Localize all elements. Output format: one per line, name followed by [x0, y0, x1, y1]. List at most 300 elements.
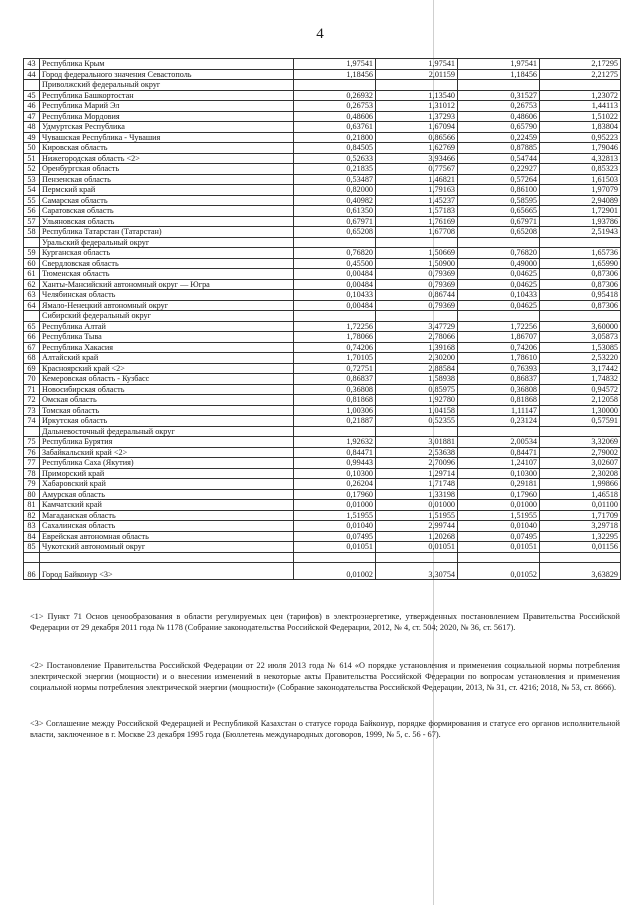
table-row — [24, 153, 621, 164]
region-name: Нижегородская область <2> — [40, 153, 294, 164]
value-col-2: 1,76169 — [376, 216, 458, 227]
value-col-2: 0,86744 — [376, 290, 458, 301]
footnote-2: <2> Постановление Правительства Российской Федерации от 22 июля 2013 года № 614 «О порядке установления и применения социальной нормы потребления электрической энергии (мощности) и о внесении изменений в некоторые акты Правительства Российской Федерации по вопросам установления и применения социальной нормы потребления электрической энергии (мощности)» (Собрание законодательства Российской Федерации, 2013, № 31, ст. 4216; 2018, № 53, ст. 8666). — [30, 661, 620, 692]
region-name: Ямало-Ненецкий автономный округ — [40, 300, 294, 311]
value-col-4: 1,23072 — [540, 90, 621, 101]
row-number: 81 — [24, 500, 40, 511]
table-row — [24, 447, 621, 458]
table-row — [24, 384, 621, 395]
region-name: Пермский край — [40, 185, 294, 196]
empty-cell — [376, 552, 458, 563]
value-col-2: 1,67094 — [376, 122, 458, 133]
value-col-2: 0,86566 — [376, 132, 458, 143]
value-col-4: 2,12058 — [540, 395, 621, 406]
value-col-4: 3,29718 — [540, 521, 621, 532]
value-col-3: 0,10433 — [458, 290, 540, 301]
row-number: 70 — [24, 374, 40, 385]
value-col-4: 2,30208 — [540, 468, 621, 479]
row-number: 73 — [24, 405, 40, 416]
value-col-1: 0,67971 — [294, 216, 376, 227]
row-index-cell — [24, 237, 40, 248]
value-col-1: 0,72751 — [294, 363, 376, 374]
value-col-1: 0,84505 — [294, 143, 376, 154]
value-col-2: 0,79369 — [376, 279, 458, 290]
value-col-3: 0,76393 — [458, 363, 540, 374]
table-row — [24, 279, 621, 290]
value-col-4: 2,21275 — [540, 69, 621, 80]
region-name: Свердловская область — [40, 258, 294, 269]
value-col-1: 0,53487 — [294, 174, 376, 185]
value-col-4: 3,05873 — [540, 332, 621, 343]
table-row — [24, 122, 621, 133]
row-number: 59 — [24, 248, 40, 259]
value-col-1: 0,52633 — [294, 153, 376, 164]
row-number: 51 — [24, 153, 40, 164]
value-col-2: 2,53638 — [376, 447, 458, 458]
value-col-2: 3,47729 — [376, 321, 458, 332]
value-col-3: 0,10300 — [458, 468, 540, 479]
table-row — [24, 489, 621, 500]
value-col-1: 0,07495 — [294, 531, 376, 542]
value-col-4: 1,79046 — [540, 143, 621, 154]
value-col-4: 1,93786 — [540, 216, 621, 227]
value-col-2: 0,52355 — [376, 416, 458, 427]
empty-cell — [376, 311, 458, 322]
value-col-1: 0,01002 — [294, 563, 376, 580]
value-col-1: 0,21887 — [294, 416, 376, 427]
value-col-3: 0,23124 — [458, 416, 540, 427]
value-col-3: 0,04625 — [458, 300, 540, 311]
value-col-1: 0,84471 — [294, 447, 376, 458]
value-col-4: 1,97079 — [540, 185, 621, 196]
value-col-4: 3,32069 — [540, 437, 621, 448]
empty-cell — [540, 237, 621, 248]
value-col-4: 3,17442 — [540, 363, 621, 374]
row-number: 67 — [24, 342, 40, 353]
row-number: 46 — [24, 101, 40, 112]
table-row — [24, 216, 621, 227]
value-col-3: 0,49000 — [458, 258, 540, 269]
spacer-row — [24, 552, 621, 563]
region-name: Иркутская область — [40, 416, 294, 427]
row-number: 50 — [24, 143, 40, 154]
empty-cell — [294, 426, 376, 437]
region-name: Самарская область — [40, 195, 294, 206]
value-col-3: 2,00534 — [458, 437, 540, 448]
value-col-2: 1,39168 — [376, 342, 458, 353]
table-row — [24, 185, 621, 196]
row-number: 63 — [24, 290, 40, 301]
region-name: Курганская область — [40, 248, 294, 259]
value-col-4: 1,44113 — [540, 101, 621, 112]
region-name: Алтайский край — [40, 353, 294, 364]
table-row — [24, 290, 621, 301]
value-col-2: 1,79163 — [376, 185, 458, 196]
table-row — [24, 321, 621, 332]
table-row — [24, 227, 621, 238]
value-col-2: 1,31012 — [376, 101, 458, 112]
empty-cell — [376, 237, 458, 248]
table-row — [24, 405, 621, 416]
value-col-4: 0,57591 — [540, 416, 621, 427]
region-name: Ульяновская область — [40, 216, 294, 227]
value-col-2: 1,62769 — [376, 143, 458, 154]
region-name: Город Байконур <3> — [40, 563, 294, 580]
value-col-1: 0,40982 — [294, 195, 376, 206]
value-col-3: 0,26753 — [458, 101, 540, 112]
region-name: Город федерального значения Севастополь — [40, 69, 294, 80]
row-number: 77 — [24, 458, 40, 469]
value-col-1: 0,82000 — [294, 185, 376, 196]
row-number: 65 — [24, 321, 40, 332]
value-col-4: 1,74832 — [540, 374, 621, 385]
value-col-4: 1,53085 — [540, 342, 621, 353]
value-col-2: 2,70096 — [376, 458, 458, 469]
table-row — [24, 132, 621, 143]
empty-cell — [376, 80, 458, 91]
value-col-1: 0,26204 — [294, 479, 376, 490]
row-number: 85 — [24, 542, 40, 553]
value-col-1: 1,70105 — [294, 353, 376, 364]
region-name: Республика Хакасия — [40, 342, 294, 353]
value-col-3: 1,11147 — [458, 405, 540, 416]
district-name: Сибирский федеральный округ — [40, 311, 294, 322]
row-number: 44 — [24, 69, 40, 80]
value-col-3: 0,07495 — [458, 531, 540, 542]
value-col-3: 1,72256 — [458, 321, 540, 332]
value-col-1: 0,36808 — [294, 384, 376, 395]
value-col-1: 0,21800 — [294, 132, 376, 143]
value-col-2: 0,77567 — [376, 164, 458, 175]
value-col-3: 0,54744 — [458, 153, 540, 164]
value-col-3: 0,22459 — [458, 132, 540, 143]
region-name: Томская область — [40, 405, 294, 416]
row-number: 45 — [24, 90, 40, 101]
value-col-1: 0,00484 — [294, 279, 376, 290]
row-number: 72 — [24, 395, 40, 406]
table-row — [24, 206, 621, 217]
region-name: Республика Саха (Якутия) — [40, 458, 294, 469]
region-name: Камчатский край — [40, 500, 294, 511]
value-col-2: 1,33198 — [376, 489, 458, 500]
value-col-4: 0,01156 — [540, 542, 621, 553]
value-col-2: 1,29714 — [376, 468, 458, 479]
empty-cell — [294, 80, 376, 91]
row-index-cell — [24, 80, 40, 91]
value-col-1: 0,10433 — [294, 290, 376, 301]
district-name: Дальневосточный федеральный округ — [40, 426, 294, 437]
value-col-3: 1,18456 — [458, 69, 540, 80]
value-col-2: 1,71748 — [376, 479, 458, 490]
value-col-1: 0,01051 — [294, 542, 376, 553]
row-index-cell — [24, 426, 40, 437]
value-col-1: 0,74206 — [294, 342, 376, 353]
row-number: 48 — [24, 122, 40, 133]
table-row — [24, 300, 621, 311]
row-number: 57 — [24, 216, 40, 227]
value-col-1: 0,26932 — [294, 90, 376, 101]
table-row — [24, 510, 621, 521]
tariff-coefficients-table — [23, 58, 621, 580]
row-number: 86 — [24, 563, 40, 580]
value-col-1: 1,72256 — [294, 321, 376, 332]
row-index-cell — [24, 311, 40, 322]
row-number: 52 — [24, 164, 40, 175]
value-col-1: 1,00306 — [294, 405, 376, 416]
value-col-4: 0,87306 — [540, 279, 621, 290]
value-col-1: 0,26753 — [294, 101, 376, 112]
value-col-1: 1,97541 — [294, 59, 376, 70]
value-col-1: 0,81868 — [294, 395, 376, 406]
value-col-2: 2,78066 — [376, 332, 458, 343]
value-col-3: 0,86100 — [458, 185, 540, 196]
footnote-1: <1> Пункт 71 Основ ценообразования в области регулируемых цен (тарифов) в электроэнергетике, утвержденных постановлением Правительства Российской Федерации от 29 декабря 2011 года № 1178 (Собрание законодательства Российской Федерации, 2012, № 4, ст. 504; 2020, № 36, ст. 5617). — [30, 612, 620, 632]
row-number: 58 — [24, 227, 40, 238]
value-col-4: 0,85323 — [540, 164, 621, 175]
row-number: 76 — [24, 447, 40, 458]
table-row — [24, 269, 621, 280]
value-col-4: 1,99866 — [540, 479, 621, 490]
region-name: Республика Тыва — [40, 332, 294, 343]
table-row — [24, 479, 621, 490]
region-name: Республика Башкортостан — [40, 90, 294, 101]
value-col-2: 1,20268 — [376, 531, 458, 542]
value-col-2: 1,58938 — [376, 374, 458, 385]
region-name: Тюменская область — [40, 269, 294, 280]
value-col-3: 0,65208 — [458, 227, 540, 238]
value-col-2: 0,01000 — [376, 500, 458, 511]
region-name: Республика Мордовия — [40, 111, 294, 122]
value-col-3: 0,57264 — [458, 174, 540, 185]
table-row — [24, 416, 621, 427]
value-col-1: 0,00484 — [294, 300, 376, 311]
value-col-2: 1,97541 — [376, 59, 458, 70]
region-name: Чукотский автономный округ — [40, 542, 294, 553]
region-name: Республика Татарстан (Татарстан) — [40, 227, 294, 238]
table-row — [24, 90, 621, 101]
row-number: 62 — [24, 279, 40, 290]
value-col-4: 1,61503 — [540, 174, 621, 185]
value-col-3: 0,17960 — [458, 489, 540, 500]
row-number: 54 — [24, 185, 40, 196]
empty-cell — [294, 237, 376, 248]
value-col-4: 0,95418 — [540, 290, 621, 301]
value-col-4: 2,51943 — [540, 227, 621, 238]
empty-cell — [294, 311, 376, 322]
value-col-4: 0,87306 — [540, 269, 621, 280]
row-number: 47 — [24, 111, 40, 122]
value-col-1: 0,01040 — [294, 521, 376, 532]
value-col-1: 0,99443 — [294, 458, 376, 469]
value-col-3: 1,86707 — [458, 332, 540, 343]
table-row — [24, 542, 621, 553]
row-number: 80 — [24, 489, 40, 500]
value-col-4: 1,72901 — [540, 206, 621, 217]
value-col-4: 3,63829 — [540, 563, 621, 580]
row-number: 75 — [24, 437, 40, 448]
value-col-2: 2,99744 — [376, 521, 458, 532]
value-col-1: 1,78066 — [294, 332, 376, 343]
value-col-3: 1,97541 — [458, 59, 540, 70]
value-col-1: 1,51955 — [294, 510, 376, 521]
empty-cell — [540, 552, 621, 563]
empty-cell — [458, 237, 540, 248]
table-row — [24, 374, 621, 385]
region-name: Кемеровская область - Кузбасс — [40, 374, 294, 385]
value-col-4: 1,32295 — [540, 531, 621, 542]
row-number: 49 — [24, 132, 40, 143]
region-name: Пензенская область — [40, 174, 294, 185]
value-col-1: 0,76820 — [294, 248, 376, 259]
value-col-4: 2,17295 — [540, 59, 621, 70]
value-col-1: 0,21835 — [294, 164, 376, 175]
region-name: Чувашская Республика - Чувашия — [40, 132, 294, 143]
value-col-4: 0,95223 — [540, 132, 621, 143]
value-col-4: 0,94572 — [540, 384, 621, 395]
row-number: 83 — [24, 521, 40, 532]
value-col-4: 1,71709 — [540, 510, 621, 521]
region-name: Амурская область — [40, 489, 294, 500]
row-number: 79 — [24, 479, 40, 490]
value-col-3: 0,01051 — [458, 542, 540, 553]
region-name: Еврейская автономная область — [40, 531, 294, 542]
value-col-3: 0,04625 — [458, 279, 540, 290]
table-row — [24, 395, 621, 406]
value-col-3: 0,04625 — [458, 269, 540, 280]
value-col-2: 0,79369 — [376, 300, 458, 311]
row-number: 55 — [24, 195, 40, 206]
table-row — [24, 174, 621, 185]
value-col-4: 1,65990 — [540, 258, 621, 269]
value-col-3: 0,81868 — [458, 395, 540, 406]
value-col-2: 1,50669 — [376, 248, 458, 259]
row-number: 71 — [24, 384, 40, 395]
value-col-2: 1,04158 — [376, 405, 458, 416]
value-col-2: 1,45237 — [376, 195, 458, 206]
empty-cell — [24, 552, 40, 563]
value-col-4: 0,01100 — [540, 500, 621, 511]
value-col-2: 1,50900 — [376, 258, 458, 269]
table-row — [24, 332, 621, 343]
region-name: Оренбургская область — [40, 164, 294, 175]
table-row — [24, 531, 621, 542]
district-header-row — [24, 311, 621, 322]
empty-cell — [540, 426, 621, 437]
value-col-1: 0,10300 — [294, 468, 376, 479]
value-col-1: 0,61350 — [294, 206, 376, 217]
table-row — [24, 69, 621, 80]
value-col-2: 1,92780 — [376, 395, 458, 406]
region-name: Магаданская область — [40, 510, 294, 521]
value-col-2: 3,93466 — [376, 153, 458, 164]
row-number: 43 — [24, 59, 40, 70]
value-col-1: 1,92632 — [294, 437, 376, 448]
value-col-3: 0,87885 — [458, 143, 540, 154]
table-row — [24, 164, 621, 175]
value-col-3: 0,01000 — [458, 500, 540, 511]
value-col-2: 1,46821 — [376, 174, 458, 185]
row-number: 78 — [24, 468, 40, 479]
value-col-2: 1,51955 — [376, 510, 458, 521]
value-col-2: 1,57183 — [376, 206, 458, 217]
table-row — [24, 195, 621, 206]
value-col-4: 1,46518 — [540, 489, 621, 500]
value-col-2: 0,85975 — [376, 384, 458, 395]
value-col-3: 0,29181 — [458, 479, 540, 490]
row-number: 53 — [24, 174, 40, 185]
value-col-4: 3,02607 — [540, 458, 621, 469]
value-col-3: 0,01040 — [458, 521, 540, 532]
value-col-2: 0,79369 — [376, 269, 458, 280]
value-col-3: 0,76820 — [458, 248, 540, 259]
region-name: Республика Алтай — [40, 321, 294, 332]
empty-cell — [540, 311, 621, 322]
value-col-2: 1,67708 — [376, 227, 458, 238]
value-col-1: 1,18456 — [294, 69, 376, 80]
region-name: Республика Крым — [40, 59, 294, 70]
value-col-3: 0,48606 — [458, 111, 540, 122]
district-header-row — [24, 426, 621, 437]
table-row — [24, 353, 621, 364]
table-row — [24, 500, 621, 511]
table-row — [24, 342, 621, 353]
district-name: Приволжский федеральный округ — [40, 80, 294, 91]
value-col-1: 0,00484 — [294, 269, 376, 280]
table-row — [24, 111, 621, 122]
region-name: Омская область — [40, 395, 294, 406]
table-row — [24, 437, 621, 448]
value-col-1: 0,17960 — [294, 489, 376, 500]
page-number: 4 — [316, 26, 324, 42]
region-name: Приморский край — [40, 468, 294, 479]
table-row — [24, 468, 621, 479]
value-col-3: 0,65790 — [458, 122, 540, 133]
district-header-row — [24, 237, 621, 248]
value-col-2: 1,37293 — [376, 111, 458, 122]
value-col-1: 0,86837 — [294, 374, 376, 385]
table-row — [24, 458, 621, 469]
row-number: 69 — [24, 363, 40, 374]
empty-cell — [458, 311, 540, 322]
value-col-2: 3,01881 — [376, 437, 458, 448]
region-name: Челябинская область — [40, 290, 294, 301]
row-number: 74 — [24, 416, 40, 427]
value-col-2: 2,01159 — [376, 69, 458, 80]
table-row — [24, 248, 621, 259]
value-col-2: 1,13540 — [376, 90, 458, 101]
table-row — [24, 59, 621, 70]
region-name: Новосибирская область — [40, 384, 294, 395]
empty-cell — [294, 552, 376, 563]
row-number: 68 — [24, 353, 40, 364]
value-col-3: 0,74206 — [458, 342, 540, 353]
region-name: Ханты-Мансийский автономный округ — Югра — [40, 279, 294, 290]
value-col-1: 0,65208 — [294, 227, 376, 238]
value-col-2: 0,01051 — [376, 542, 458, 553]
value-col-3: 1,51955 — [458, 510, 540, 521]
value-col-3: 0,01052 — [458, 563, 540, 580]
value-col-3: 0,58595 — [458, 195, 540, 206]
empty-cell — [458, 552, 540, 563]
region-name: Республика Бурятия — [40, 437, 294, 448]
empty-cell — [540, 80, 621, 91]
value-col-1: 0,63761 — [294, 122, 376, 133]
district-name: Уральский федеральный округ — [40, 237, 294, 248]
row-number: 60 — [24, 258, 40, 269]
value-col-3: 0,67971 — [458, 216, 540, 227]
region-name: Удмуртская Республика — [40, 122, 294, 133]
region-name: Хабаровский край — [40, 479, 294, 490]
